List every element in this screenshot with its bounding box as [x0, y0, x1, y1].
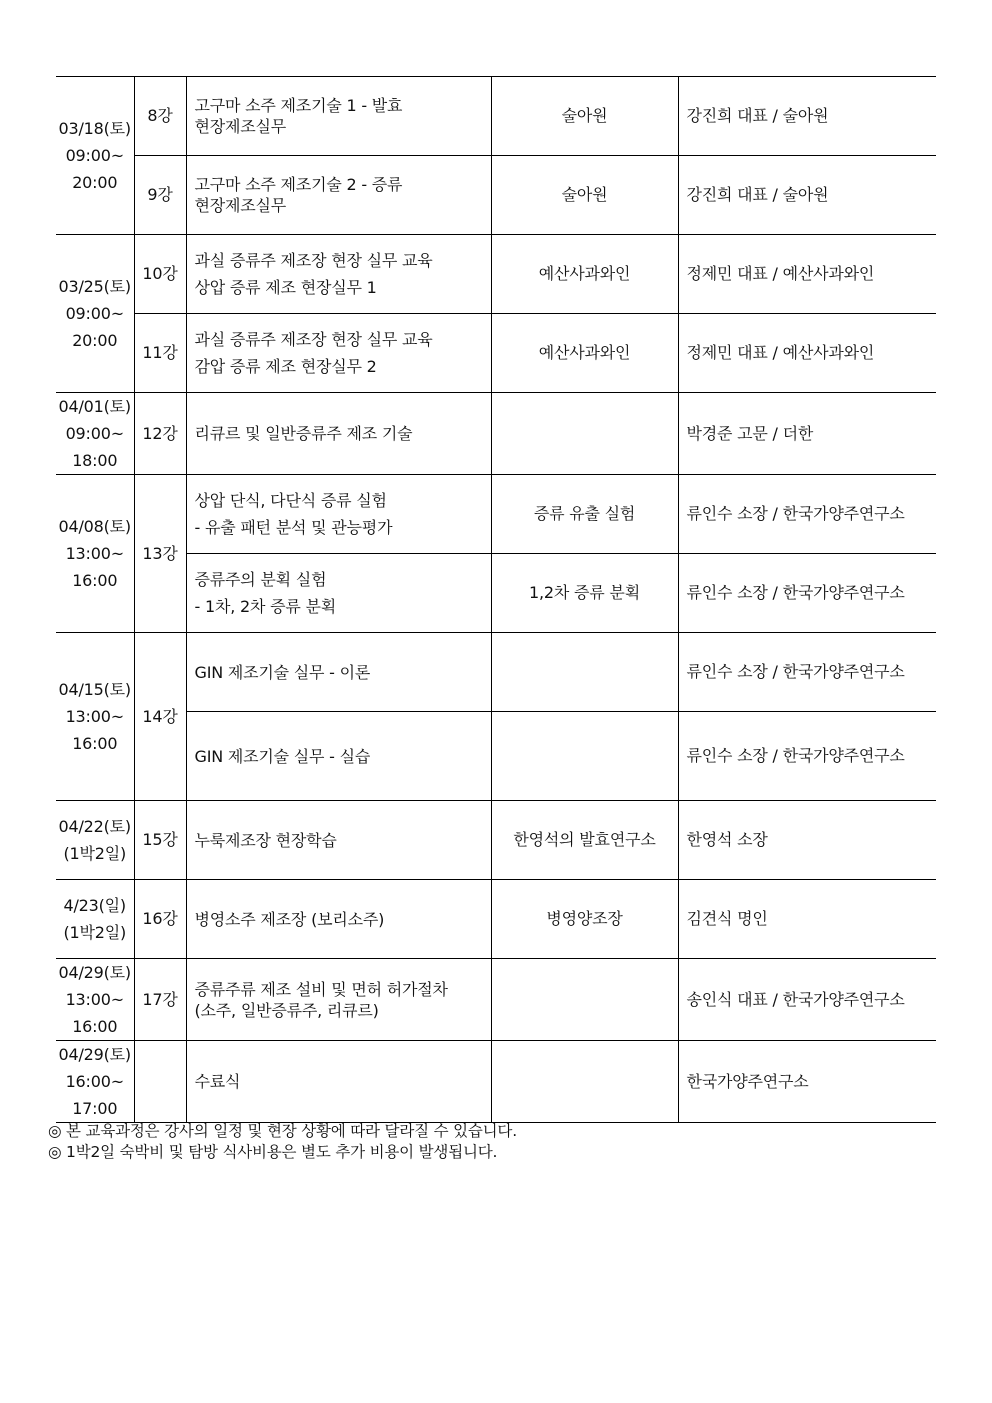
session-date-cell [56, 475, 134, 633]
session-date: 03/18(토) [58, 119, 131, 138]
lecture-place: 1,2차 증류 분획 [491, 554, 678, 633]
topic-line: 상압 증류 제조 현장실무 1 [194, 278, 377, 297]
lecture-instructor: 류인수 소장 / 한국가양주연구소 [678, 554, 936, 633]
lecture-number: 8강 [134, 77, 186, 156]
lecture-topic [186, 235, 491, 314]
lecture-number: 17강 [134, 959, 186, 1041]
session-date-cell [56, 1041, 134, 1123]
lecture-place: 술아원 [491, 156, 678, 235]
table-row [56, 554, 936, 633]
lecture-topic [186, 554, 491, 633]
topic-line: 과실 증류주 제조장 현장 실무 교육 [194, 251, 433, 270]
session-time-end: 16:00 [72, 571, 118, 590]
lecture-instructor: 정제민 대표 / 예산사과와인 [678, 235, 936, 314]
session-time-end: 17:00 [72, 1099, 118, 1118]
topic-line: 감압 증류 제조 현장실무 2 [194, 357, 377, 376]
session-date-cell [56, 633, 134, 801]
topic-line: 증류주류 제조 설비 및 면허 허가절차 [194, 979, 448, 999]
session-time-end: 16:00 [72, 734, 118, 753]
lecture-place: 예산사과와인 [491, 314, 678, 393]
topic-line: 증류주의 분획 실험 [194, 570, 327, 589]
lecture-topic [186, 633, 491, 712]
session-time-start: 09:00~ [65, 424, 124, 443]
topic-line: 과실 증류주 제조장 현장 실무 교육 [194, 330, 433, 349]
session-date-cell [56, 235, 134, 393]
lecture-topic [186, 801, 491, 880]
lecture-number: 14강 [134, 633, 186, 801]
session-date: 04/15(토) [58, 680, 131, 699]
lecture-instructor: 김견식 명인 [678, 880, 936, 959]
lecture-place [491, 959, 678, 1041]
topic-line: 고구마 소주 제조기술 1 - 발효 [194, 96, 403, 115]
lecture-place: 증류 유출 실험 [491, 475, 678, 554]
topic-line: 현장제조실무 [194, 117, 287, 136]
lecture-instructor: 박경준 고문 / 더한 [678, 393, 936, 475]
session-date-cell [56, 393, 134, 475]
session-time-end: 20:00 [72, 331, 118, 350]
session-date-cell [56, 77, 134, 235]
topic-line: - 1차, 2차 증류 분획 [194, 597, 336, 616]
session-date: 04/01(토) [58, 397, 131, 416]
topic-line: 병영소주 제조장 (보리소주) [194, 909, 385, 929]
lecture-instructor: 정제민 대표 / 예산사과와인 [678, 314, 936, 393]
session-date-cell [56, 801, 134, 880]
footnote: ◎ 1박2일 숙박비 및 탐방 식사비용은 별도 추가 비용이 발생됩니다. [48, 1143, 498, 1161]
lecture-place: 병영양조장 [491, 880, 678, 959]
lecture-number: 15강 [134, 801, 186, 880]
lecture-number: 12강 [134, 393, 186, 475]
lecture-topic [186, 77, 491, 156]
lecture-instructor: 강진희 대표 / 술아원 [678, 156, 936, 235]
lecture-instructor: 류인수 소장 / 한국가양주연구소 [678, 633, 936, 712]
session-duration: (1박2일) [63, 844, 127, 863]
lecture-number: 16강 [134, 880, 186, 959]
session-date: 04/22(토) [58, 817, 131, 836]
lecture-number: 11강 [134, 314, 186, 393]
lecture-topic [186, 393, 491, 475]
lecture-topic [186, 156, 491, 235]
lecture-place [491, 633, 678, 712]
lecture-topic [186, 880, 491, 959]
topic-line: - 유출 패턴 분석 및 관능평가 [194, 518, 393, 537]
session-date: 04/29(토) [58, 963, 131, 982]
table-row [56, 156, 936, 235]
session-time-start: 09:00~ [65, 304, 124, 323]
lecture-place [491, 712, 678, 801]
table-row [56, 959, 936, 1041]
session-date-cell [56, 959, 134, 1041]
lecture-number: 9강 [134, 156, 186, 235]
topic-line: GIN 제조기술 실무 - 실습 [194, 746, 371, 766]
session-date-cell [56, 880, 134, 959]
schedule-table [56, 76, 936, 1123]
session-time-end: 18:00 [72, 451, 118, 470]
session-date: 04/29(토) [58, 1045, 131, 1064]
table-row [56, 633, 936, 712]
topic-line: 수료식 [194, 1072, 241, 1091]
session-date: 04/08(토) [58, 517, 131, 536]
topic-line: 누룩제조장 현장학습 [194, 830, 337, 850]
lecture-place: 예산사과와인 [491, 235, 678, 314]
table-row [56, 712, 936, 801]
session-time-start: 13:00~ [65, 544, 124, 563]
lecture-place [491, 393, 678, 475]
session-time-start: 09:00~ [65, 146, 124, 165]
session-date: 03/25(토) [58, 277, 131, 296]
table-row [56, 880, 936, 959]
topic-line: GIN 제조기술 실무 - 이론 [194, 662, 371, 682]
session-duration: (1박2일) [63, 923, 127, 942]
footnotes [48, 1121, 517, 1163]
topic-line: 상압 단식, 다단식 증류 실험 [194, 491, 387, 510]
session-time-start: 13:00~ [65, 707, 124, 726]
lecture-topic [186, 1041, 491, 1123]
session-time-end: 20:00 [72, 173, 118, 192]
topic-line: 리큐르 및 일반증류주 제조 기술 [194, 424, 413, 443]
table-row [56, 235, 936, 314]
lecture-topic [186, 959, 491, 1041]
lecture-instructor: 한영석 소장 [678, 801, 936, 880]
lecture-instructor: 송인식 대표 / 한국가양주연구소 [678, 959, 936, 1041]
lecture-place: 한영석의 발효연구소 [491, 801, 678, 880]
lecture-instructor: 류인수 소장 / 한국가양주연구소 [678, 475, 936, 554]
lecture-number [134, 1041, 186, 1123]
session-date: 4/23(일) [63, 896, 126, 915]
lecture-instructor: 강진희 대표 / 술아원 [678, 77, 936, 156]
topic-line: 현장제조실무 [194, 196, 287, 215]
lecture-instructor: 류인수 소장 / 한국가양주연구소 [678, 712, 936, 801]
session-time-start: 13:00~ [65, 990, 124, 1009]
lecture-topic [186, 712, 491, 801]
lecture-place [491, 1041, 678, 1123]
topic-line: (소주, 일반증류주, 리큐르) [194, 1000, 379, 1020]
table-row [56, 475, 936, 554]
topic-line: 고구마 소주 제조기술 2 - 증류 [194, 175, 403, 194]
table-row [56, 77, 936, 156]
table-row [56, 801, 936, 880]
session-time-start: 16:00~ [65, 1072, 124, 1091]
lecture-place: 술아원 [491, 77, 678, 156]
table-row [56, 393, 936, 475]
session-time-end: 16:00 [72, 1017, 118, 1036]
lecture-instructor: 한국가양주연구소 [678, 1041, 936, 1123]
lecture-topic [186, 314, 491, 393]
table-row [56, 1041, 936, 1123]
footnote: ◎ 본 교육과정은 강사의 일정 및 현장 상황에 따라 달라질 수 있습니다. [48, 1122, 517, 1140]
lecture-number: 10강 [134, 235, 186, 314]
table-row [56, 314, 936, 393]
lecture-number: 13강 [134, 475, 186, 633]
lecture-topic [186, 475, 491, 554]
